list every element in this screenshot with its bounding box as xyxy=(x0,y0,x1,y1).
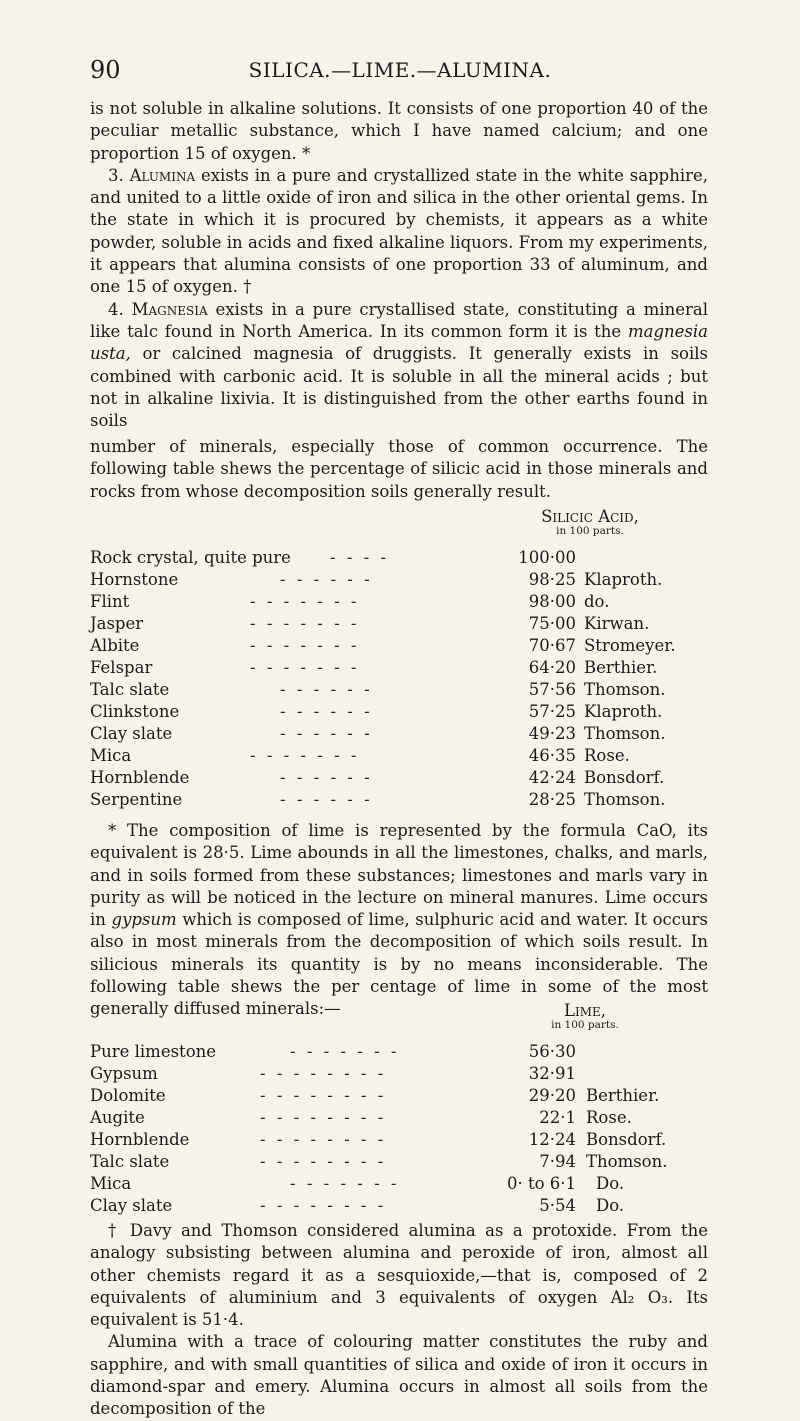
mineral-name: Hornblende xyxy=(90,767,193,789)
italic-gypsum: gypsum xyxy=(111,910,177,930)
table-row xyxy=(90,1129,720,1151)
leader-dashes: - - - - - - - - xyxy=(260,1152,387,1171)
paragraph-alumina-text: exists in a pure and crystallized state in the white sapphire, and united to a little oxide of iron and silica in the other oriental gems. In the state in which it is procured by chemists, it appears as a white powder, soluble in acids and fixed alkaline liquors. From my experiments, it appears that alumina consists of one proportion 33 of aluminum, and one 15 of oxygen. † xyxy=(90,165,708,297)
authority: Berthier. xyxy=(584,658,658,677)
mineral-name: Mica xyxy=(90,1173,135,1195)
table-row xyxy=(90,679,720,701)
leader-dashes: - - - - - - - xyxy=(250,592,360,611)
lime-value: 12·24 xyxy=(528,1130,576,1149)
leader-dashes: - - - - - - - - xyxy=(260,1086,387,1105)
main-text-upper xyxy=(90,98,708,432)
silica-value: 42·24 xyxy=(528,768,576,787)
italic-magnesia-usta: magnesia usta, xyxy=(90,321,708,364)
table-row xyxy=(90,767,720,789)
table-row xyxy=(90,1151,720,1173)
mineral-name: Dolomite xyxy=(90,1085,170,1107)
lime-value: 0· to 6·1 xyxy=(506,1174,576,1193)
silica-value: 100·00 xyxy=(518,548,576,567)
authority: Thomson. xyxy=(584,724,666,743)
authority: Do. xyxy=(596,1174,625,1193)
lime-value: 22·1 xyxy=(539,1108,576,1127)
lime-value: 7·94 xyxy=(539,1152,576,1171)
silica-value: 98·00 xyxy=(528,592,576,611)
lime-value: 29·20 xyxy=(528,1086,576,1105)
leader-dashes: - - - - - - xyxy=(280,702,373,721)
leader-dashes: - - - - xyxy=(330,548,390,567)
term-alumina: Alumina xyxy=(129,165,196,185)
silica-column-title: Silicic Acid, xyxy=(541,507,639,526)
lime-column-unit: in 100 parts. xyxy=(551,1019,619,1032)
mineral-name: Hornblende xyxy=(90,1129,193,1151)
footnote-lime xyxy=(90,820,708,1021)
paragraph-magnesia-text-b: or calcined magnesia of druggists. It generally exists in soils combined with carbonic acid. It is soluble in all the mineral acids ; but not in alkaline lixivia. It is distinguished from the other earths found in soils xyxy=(90,344,708,431)
mineral-name: Mica xyxy=(90,745,135,767)
paragraph-magnesia xyxy=(90,299,708,433)
leader-dashes: - - - - - - xyxy=(280,790,373,809)
authority: Berthier. xyxy=(586,1086,660,1105)
silica-value: 49·23 xyxy=(528,724,576,743)
footnote-alumina-paragraph: † Davy and Thomson considered alumina as a protoxide. From the analogy subsisting between alumina and peroxide of iron, almost all other chemists regard it as a sesquioxide,—that is, composed of 2 equivalents of aluminium and 3 equivalents of oxygen Al₂ O₃. Its equivalent is 51·4. xyxy=(90,1221,708,1330)
term-magnesia: Magnesia xyxy=(131,299,208,319)
leader-dashes: - - - - - - - xyxy=(250,636,360,655)
mineral-name: Clinkstone xyxy=(90,701,183,723)
table-row xyxy=(90,723,720,745)
table-row xyxy=(90,1063,720,1085)
section-number: 4. xyxy=(108,299,124,319)
silica-table xyxy=(90,507,720,809)
table-row xyxy=(90,1107,720,1129)
lime-table-heading xyxy=(490,1002,680,1032)
table-row xyxy=(90,635,720,657)
authority: Klaproth. xyxy=(584,570,663,589)
authority: Thomson. xyxy=(586,1152,668,1171)
mineral-name: Augite xyxy=(90,1107,149,1129)
mineral-name: Serpentine xyxy=(90,789,186,811)
leader-dashes: - - - - - - - - xyxy=(260,1196,387,1215)
table-row xyxy=(90,591,720,613)
table-row xyxy=(90,701,720,723)
table-row xyxy=(90,569,720,591)
leader-dashes: - - - - - - xyxy=(280,680,373,699)
mineral-name: Pure limestone xyxy=(90,1041,220,1063)
silica-table-heading xyxy=(490,508,690,538)
silica-value: 64·20 xyxy=(528,658,576,677)
table-row xyxy=(90,789,720,811)
silica-value: 70·67 xyxy=(528,636,576,655)
leader-dashes: - - - - - - - xyxy=(250,614,360,633)
paragraph-magnesia-text-a: exists in a pure crystallised state, constituting a mineral like talc found in North America. In its common form it is the xyxy=(90,299,708,341)
paragraph-calcium: is not soluble in alkaline solutions. It consists of one proportion 40 of the peculiar metallic substance, which I have named calcium; and one proportion 15 of oxygen. * xyxy=(90,99,708,163)
mineral-name: Clay slate xyxy=(90,1195,176,1217)
leader-dashes: - - - - - - - - xyxy=(260,1130,387,1149)
main-text-lower xyxy=(90,436,708,503)
authority: Klaproth. xyxy=(584,702,663,721)
mineral-name: Flint xyxy=(90,591,133,613)
silica-value: 98·25 xyxy=(528,570,576,589)
authority: Kirwan. xyxy=(584,614,650,633)
footnote-lime-text-b: which is composed of lime, sulphuric acid and water. It occurs also in most minerals from the decomposition of which soils result. In silicious minerals its quantity is by no means inconsiderable. The following table shews the per centage of lime in some of the most generally diffused minerals:— xyxy=(90,910,709,1019)
leader-dashes: - - - - - - - - xyxy=(260,1064,387,1083)
mineral-name: Rock crystal, quite pure xyxy=(90,547,295,569)
leader-dashes: - - - - - - - - xyxy=(260,1108,387,1127)
section-number: 3. xyxy=(108,165,124,185)
silica-value: 57·56 xyxy=(528,680,576,699)
lime-table xyxy=(90,1001,720,1215)
paragraph-silica-intro: number of minerals, especially those of common occurrence. The following table shews the percentage of silicic acid in those minerals and rocks from whose decomposition soils generally result. xyxy=(90,437,708,501)
authority: Bonsdorf. xyxy=(584,768,665,787)
leader-dashes: - - - - - - xyxy=(280,570,373,589)
page-header xyxy=(90,56,710,86)
mineral-name: Talc slate xyxy=(90,1151,173,1173)
mineral-name: Felspar xyxy=(90,657,156,679)
table-row xyxy=(90,613,720,635)
authority: Rose. xyxy=(584,746,630,765)
authority: Do. xyxy=(596,1196,625,1215)
paragraph-alumina xyxy=(90,165,708,299)
mineral-name: Albite xyxy=(90,635,143,657)
silica-value: 75·00 xyxy=(528,614,576,633)
mineral-name: Talc slate xyxy=(90,679,173,701)
leader-dashes: - - - - - - - xyxy=(250,746,360,765)
silica-column-unit: in 100 parts. xyxy=(556,525,624,538)
leader-dashes: - - - - - - - xyxy=(290,1042,400,1061)
authority: Thomson. xyxy=(584,790,666,809)
page-number: 90 xyxy=(90,56,121,84)
table-row xyxy=(90,657,720,679)
silica-value: 28·25 xyxy=(528,790,576,809)
leader-dashes: - - - - - - - xyxy=(290,1174,400,1193)
table-row xyxy=(90,547,720,569)
table-row xyxy=(90,745,720,767)
lime-value: 32·91 xyxy=(528,1064,576,1083)
footnote-lime-text-a: * The composition of lime is represented by the formula CaO, its equivalent is 28·5. Lime abounds in all the limestones, chalks, and marls, and in soils formed from these substances; limestones and marls vary in purity as will be noticed in the lecture on mineral manures. Lime occurs in xyxy=(90,821,708,930)
authority: do. xyxy=(584,592,610,611)
lime-value: 5·54 xyxy=(539,1196,576,1215)
table-row xyxy=(90,1085,720,1107)
mineral-name: Hornstone xyxy=(90,569,182,591)
table-row xyxy=(90,1041,720,1063)
footnote-alumina xyxy=(90,1220,708,1421)
mineral-name: Clay slate xyxy=(90,723,176,745)
authority: Thomson. xyxy=(584,680,666,699)
leader-dashes: - - - - - - xyxy=(280,724,373,743)
authority: Rose. xyxy=(586,1108,632,1127)
leader-dashes: - - - - - - - xyxy=(250,658,360,677)
mineral-name: Gypsum xyxy=(90,1063,162,1085)
table-row xyxy=(90,1195,720,1217)
table-row xyxy=(90,1173,720,1195)
lime-value: 56·30 xyxy=(528,1042,576,1061)
authority: Bonsdorf. xyxy=(586,1130,667,1149)
mineral-name: Jasper xyxy=(90,613,147,635)
authority: Stromeyer. xyxy=(584,636,676,655)
footnote-alumina-gems-paragraph: Alumina with a trace of colouring matter constitutes the ruby and sapphire, and with small quantities of silica and oxide of iron it occurs in diamond-spar and emery. Alumina occurs in almost all soils from the decomposition of the xyxy=(90,1332,708,1419)
silica-value: 57·25 xyxy=(528,702,576,721)
footnote-lime-paragraph xyxy=(90,820,708,1021)
running-title: SILICA.—LIME.—ALUMINA. xyxy=(248,58,552,82)
silica-value: 46·35 xyxy=(528,746,576,765)
lime-column-title: Lime, xyxy=(564,1001,606,1020)
leader-dashes: - - - - - - xyxy=(280,768,373,787)
